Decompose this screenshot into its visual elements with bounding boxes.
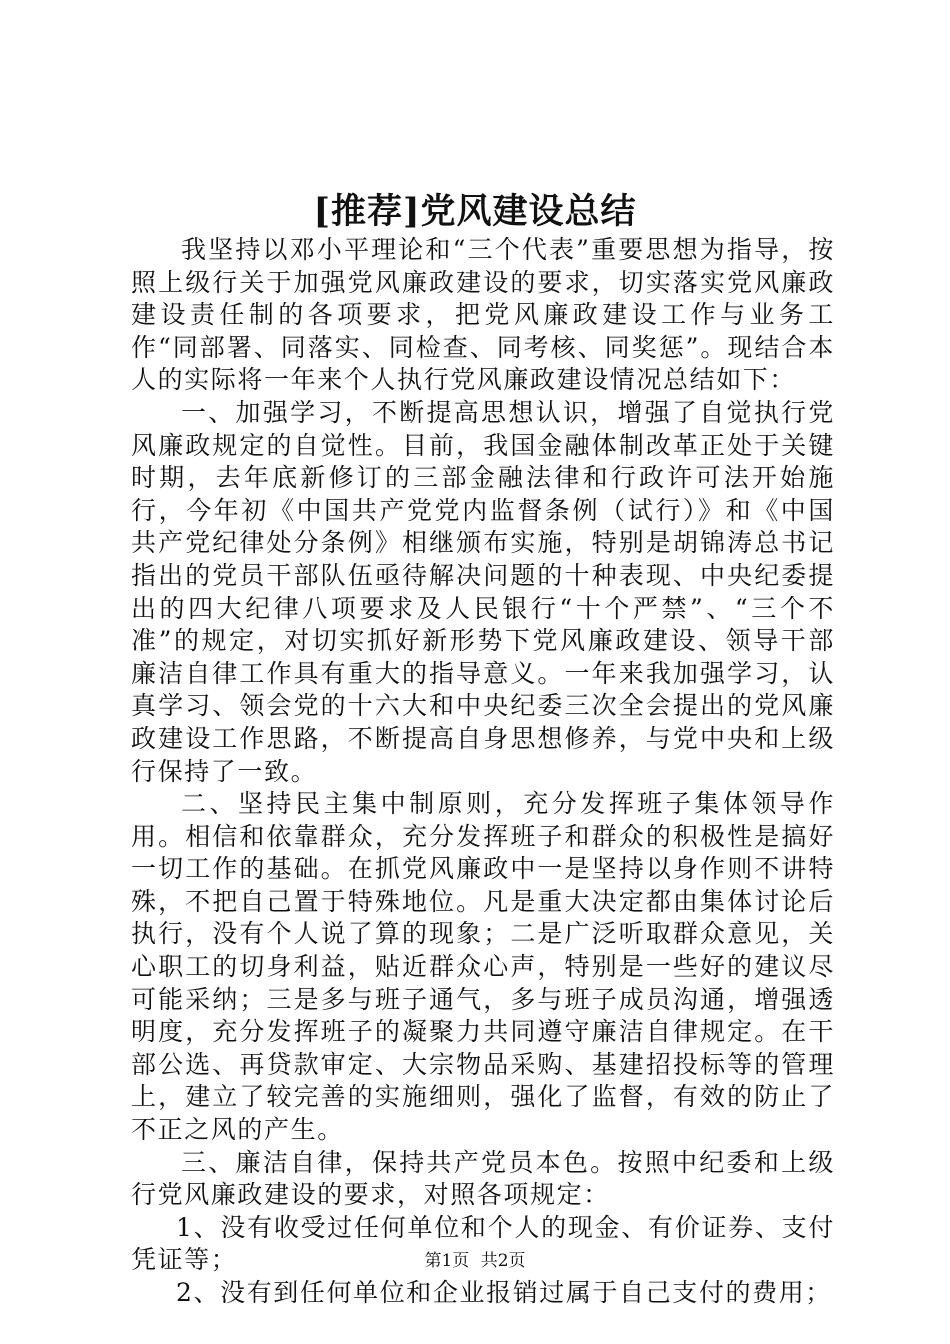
- paragraph-intro: 我坚持以邓小平理论和“三个代表”重要思想为指导，按照上级行关于加强党风廉政建设的要求，切实落实党风廉政建设责任制的各项要求，把党风廉政建设工作与业务工作“同部署、同落实、同检查、同考核、同奖惩”。现结合本人的实际将一年来个人执行党风廉政建设情况总结如下：: [131, 235, 835, 395]
- paragraph-section-3: 三、廉洁自律，保持共产党员本色。按照中纪委和上级行党风廉政建设的要求，对照各项规定：: [131, 1147, 835, 1210]
- list-item-2: 2、没有到任何单位和企业报销过属于自己支付的费用；: [176, 1278, 832, 1307]
- paragraph-section-2: 二、坚持民主集中制原则，充分发挥班子集体领导作用。相信和依靠群众，充分发挥班子和群众的积极性是搞好一切工作的基础。在抓党风廉政中一是坚持以身作则不讲特殊，不把自己置于特殊地位。凡是重大决定都由集体讨论后执行，没有个人说了算的现象；二是广泛听取群众意见，关心职工的切身利益，贴近群众心声，特别是一些好的建议尽可能采纳；三是多与班子通气，多与班子成员沟通，增强透明度，充分发挥班子的凝聚力共同遵守廉洁自律规定。在干部公选、再贷款审定、大宗物品采购、基建招投标等的管理上，建立了较完善的实施细则，强化了监督，有效的防止了不正之风的产生。: [131, 789, 835, 1145]
- paragraph-section-1: 一、加强学习，不断提高思想认识，增强了自觉执行党风廉政规定的自觉性。目前，我国金融体制改革正处于关键时期，去年底新修订的三部金融法律和行政许可法开始施行，今年初《中国共产党党内监督条例（试行）》和《中国共产党纪律处分条例》相继颁布实施，特别是胡锦涛总书记指出的党员干部队伍亟待解决问题的十种表现、中央纪委提出的四大纪律八项要求及人民银行“十个严禁”、“三个不准”的规定，对切实抓好新形势下党风廉政建设、领导干部廉洁自律工作具有重大的指导意义。一年来我加强学习，认真学习、领会党的十六大和中央纪委三次全会提出的党风廉政建设工作思路，不断提高自身思想修养，与党中央和上级行保持了一致。: [131, 397, 835, 786]
- document-title: [推荐]党风建设总结: [313, 191, 637, 232]
- page-total: 共2页: [480, 1251, 526, 1271]
- page-footer: [0, 1246, 950, 1271]
- list-item-1: 1、没有收受过任何单位和个人的现金、有价证券、支付凭证等；: [131, 1212, 835, 1275]
- page-number: 第1页: [424, 1251, 470, 1271]
- document-body: [131, 234, 835, 1310]
